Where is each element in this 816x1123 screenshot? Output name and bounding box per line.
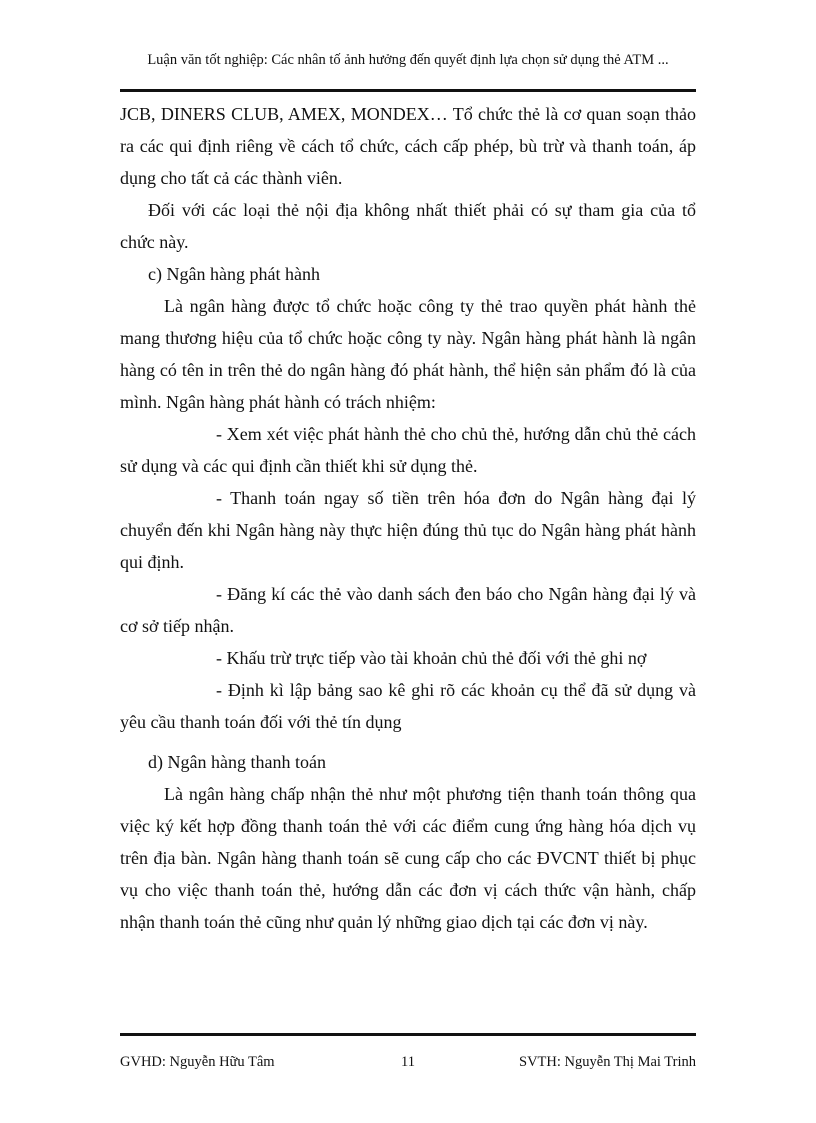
header-rule — [120, 89, 696, 92]
page-number: 11 — [401, 1054, 415, 1070]
list-item: - Đăng kí các thẻ vào danh sách đen báo cho Ngân hàng đại lý và cơ sở tiếp nhận. — [120, 584, 696, 636]
paragraph-acquiring-bank: Là ngân hàng chấp nhận thẻ như một phương tiện thanh toán thông qua việc ký kết hợp đồng thanh toán thẻ với các điểm cung ứng hàng hóa dịch vụ trên địa bàn. Ngân hàng thanh toán sẽ cung cấp cho các ĐVCNT thiết bị phục vụ cho việc thanh toán thẻ, hướng dẫn các đơn vị cách thức vận hành, chấp nhận thanh toán thẻ cũng như quản lý những giao dịch tại các đơn vị này. — [120, 784, 696, 932]
footer-advisor: GVHD: Nguyễn Hữu Tâm — [120, 1054, 275, 1070]
footer-student: SVTH: Nguyễn Thị Mai Trinh — [519, 1054, 696, 1070]
list-item: - Định kì lập bảng sao kê ghi rõ các khoản cụ thể đã sử dụng và yêu cầu thanh toán đối với thẻ tín dụng — [120, 680, 696, 732]
footer-rule — [120, 1033, 696, 1036]
list-item: - Thanh toán ngay số tiền trên hóa đơn do Ngân hàng đại lý chuyển đến khi Ngân hàng này thực hiện đúng thủ tục do Ngân hàng phát hành qui định. — [120, 488, 696, 572]
page-body — [120, 98, 696, 938]
heading-acquiring-bank: d) Ngân hàng thanh toán — [148, 752, 326, 772]
heading-issuing-bank: c) Ngân hàng phát hành — [148, 264, 320, 284]
list-item: - Xem xét việc phát hành thẻ cho chủ thẻ, hướng dẫn chủ thẻ cách sử dụng và các qui định cần thiết khi sử dụng thẻ. — [120, 424, 696, 476]
list-item: - Khấu trừ trực tiếp vào tài khoản chủ thẻ đối với thẻ ghi nợ — [216, 648, 647, 668]
paragraph-domestic-cards: Đối với các loại thẻ nội địa không nhất thiết phải có sự tham gia của tổ chức này. — [120, 200, 696, 252]
paragraph-organization: JCB, DINERS CLUB, AMEX, MONDEX… Tổ chức thẻ là cơ quan soạn thảo ra các qui định riêng về cách tổ chức, cách cấp phép, bù trừ và thanh toán, áp dụng cho tất cả các thành viên. — [120, 104, 696, 188]
running-header: Luận văn tốt nghiệp: Các nhân tố ảnh hưởng đến quyết định lựa chọn sử dụng thẻ ATM ... — [147, 52, 669, 68]
paragraph-issuing-bank: Là ngân hàng được tổ chức hoặc công ty thẻ trao quyền phát hành thẻ mang thương hiệu của tổ chức hoặc công ty này. Ngân hàng phát hành là ngân hàng có tên in trên thẻ do ngân hàng đó phát hành, thể hiện sản phẩm đó là của mình. Ngân hàng phát hành có trách nhiệm: — [120, 296, 696, 412]
